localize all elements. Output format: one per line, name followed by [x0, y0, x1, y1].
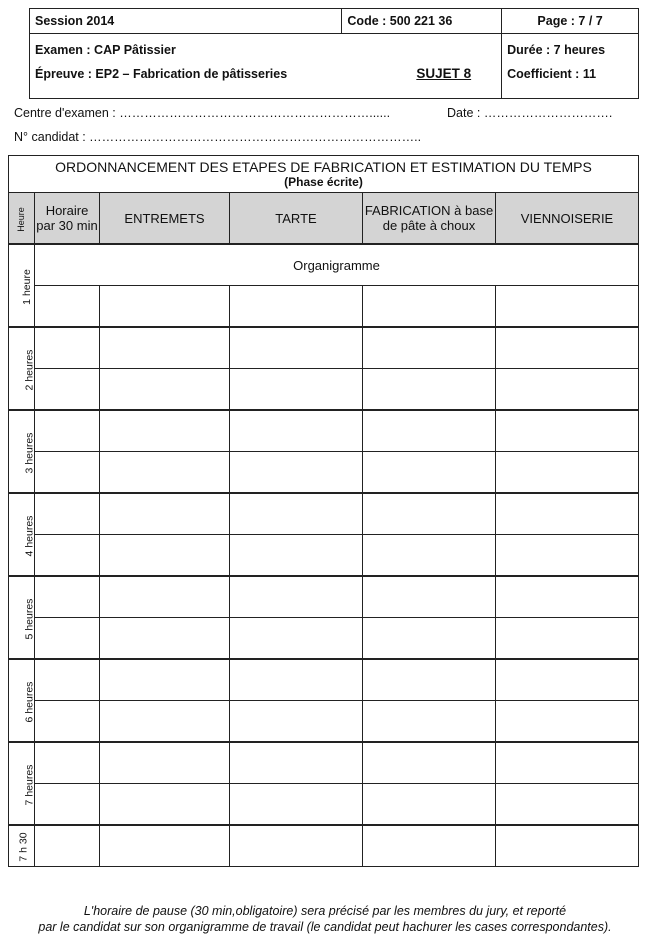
hour-label-4: 4 heures	[9, 493, 35, 576]
cell[interactable]	[363, 784, 496, 826]
code-label: Code : 500 221 36	[342, 9, 502, 34]
cell[interactable]	[100, 701, 230, 743]
cell[interactable]	[496, 452, 639, 494]
cell[interactable]	[100, 659, 230, 701]
cell[interactable]	[230, 452, 363, 494]
col-tarte: TARTE	[230, 193, 363, 245]
hour-label-7: 7 heures	[9, 742, 35, 825]
date-field[interactable]: Date : ………………………….	[447, 106, 613, 120]
exam-info	[30, 34, 502, 99]
candidat-field[interactable]: N° candidat : ……………………………………………………………………..	[14, 130, 422, 144]
cell[interactable]	[35, 286, 100, 328]
duree-label: Durée : 7 heures	[507, 43, 606, 57]
cell[interactable]	[230, 659, 363, 701]
cell[interactable]	[35, 327, 100, 369]
cell[interactable]	[363, 742, 496, 784]
cell[interactable]	[496, 327, 639, 369]
table-title-text: ORDONNANCEMENT DES ETAPES DE FABRICATION ET ESTIMATION DU TEMPS	[55, 159, 592, 175]
cell[interactable]	[35, 825, 100, 867]
table-title	[9, 156, 639, 193]
cell[interactable]	[363, 286, 496, 328]
cell[interactable]	[363, 576, 496, 618]
cell[interactable]	[496, 493, 639, 535]
cell[interactable]	[35, 410, 100, 452]
cell[interactable]	[100, 286, 230, 328]
centre-field[interactable]: Centre d'examen : ……………………………………………………......	[14, 106, 391, 120]
cell[interactable]	[363, 493, 496, 535]
exam-header	[29, 8, 639, 99]
duration-info	[502, 34, 639, 99]
cell[interactable]	[363, 701, 496, 743]
col-fabrication: FABRICATION à base de pâte à choux	[363, 193, 496, 245]
cell[interactable]	[230, 410, 363, 452]
cell[interactable]	[100, 825, 230, 867]
planning-table	[8, 155, 639, 867]
cell[interactable]	[100, 327, 230, 369]
cell[interactable]	[100, 742, 230, 784]
sujet-label: SUJET 8	[416, 66, 472, 81]
cell[interactable]	[35, 701, 100, 743]
hour-label-2: 2 heures	[9, 327, 35, 410]
cell[interactable]	[230, 742, 363, 784]
cell[interactable]	[496, 701, 639, 743]
cell[interactable]	[100, 493, 230, 535]
cell[interactable]	[363, 535, 496, 577]
cell[interactable]	[496, 659, 639, 701]
cell[interactable]	[35, 784, 100, 826]
cell[interactable]	[35, 535, 100, 577]
epreuve-row	[35, 64, 496, 88]
cell[interactable]	[35, 493, 100, 535]
cell[interactable]	[230, 327, 363, 369]
coefficient-label: Coefficient : 11	[507, 67, 597, 81]
hour-label-5: 5 heures	[9, 576, 35, 659]
cell[interactable]	[100, 576, 230, 618]
cell[interactable]	[230, 825, 363, 867]
table-subtitle: (Phase écrite)	[284, 175, 363, 189]
cell[interactable]	[35, 742, 100, 784]
cell[interactable]	[35, 369, 100, 411]
footer-line-2: par le candidat sur son organigramme de travail (le candidat peut hachurer les cases correspondantes).	[38, 920, 612, 934]
hour-label-7h30: 7 h 30	[9, 825, 35, 867]
cell[interactable]	[363, 825, 496, 867]
cell[interactable]	[35, 659, 100, 701]
col-viennoiserie: VIENNOISERIE	[496, 193, 639, 245]
page-label: Page : 7 / 7	[502, 9, 639, 34]
cell[interactable]	[230, 535, 363, 577]
cell[interactable]	[230, 618, 363, 660]
cell[interactable]	[496, 784, 639, 826]
cell[interactable]	[100, 452, 230, 494]
cell[interactable]	[363, 659, 496, 701]
cell[interactable]	[100, 410, 230, 452]
exam-label: Examen : CAP Pâtissier	[35, 43, 176, 57]
cell[interactable]	[230, 784, 363, 826]
cell[interactable]	[100, 618, 230, 660]
cell[interactable]	[496, 742, 639, 784]
cell[interactable]	[230, 576, 363, 618]
cell[interactable]	[230, 369, 363, 411]
cell[interactable]	[496, 618, 639, 660]
cell[interactable]	[363, 452, 496, 494]
cell[interactable]	[496, 286, 639, 328]
cell[interactable]	[496, 535, 639, 577]
hour-label-1: 1 heure	[9, 244, 35, 327]
cell[interactable]	[363, 369, 496, 411]
col-entremets: ENTREMETS	[100, 193, 230, 245]
cell[interactable]	[100, 784, 230, 826]
cell[interactable]	[363, 618, 496, 660]
footer-line-1: L'horaire de pause (30 min,obligatoire) sera précisé par les membres du jury, et reporté	[83, 904, 567, 918]
hour-label-6: 6 heures	[9, 659, 35, 742]
col-horaire: Horaire par 30 min	[35, 193, 100, 245]
cell[interactable]	[363, 410, 496, 452]
cell[interactable]	[230, 701, 363, 743]
cell[interactable]	[496, 825, 639, 867]
cell[interactable]	[35, 618, 100, 660]
epreuve-label: Épreuve : EP2 – Fabrication de pâtisseries	[35, 67, 288, 81]
cell[interactable]	[100, 535, 230, 577]
cell[interactable]	[496, 410, 639, 452]
organigramme-label: Organigramme	[35, 244, 639, 286]
cell[interactable]	[230, 286, 363, 328]
cell[interactable]	[35, 576, 100, 618]
cell[interactable]	[363, 327, 496, 369]
session-label: Session 2014	[30, 9, 342, 34]
hour-label-3: 3 heures	[9, 410, 35, 493]
cell[interactable]	[35, 452, 100, 494]
cell[interactable]	[100, 369, 230, 411]
cell[interactable]	[496, 369, 639, 411]
cell[interactable]	[496, 576, 639, 618]
cell[interactable]	[230, 493, 363, 535]
col-heure: Heure	[9, 193, 35, 245]
